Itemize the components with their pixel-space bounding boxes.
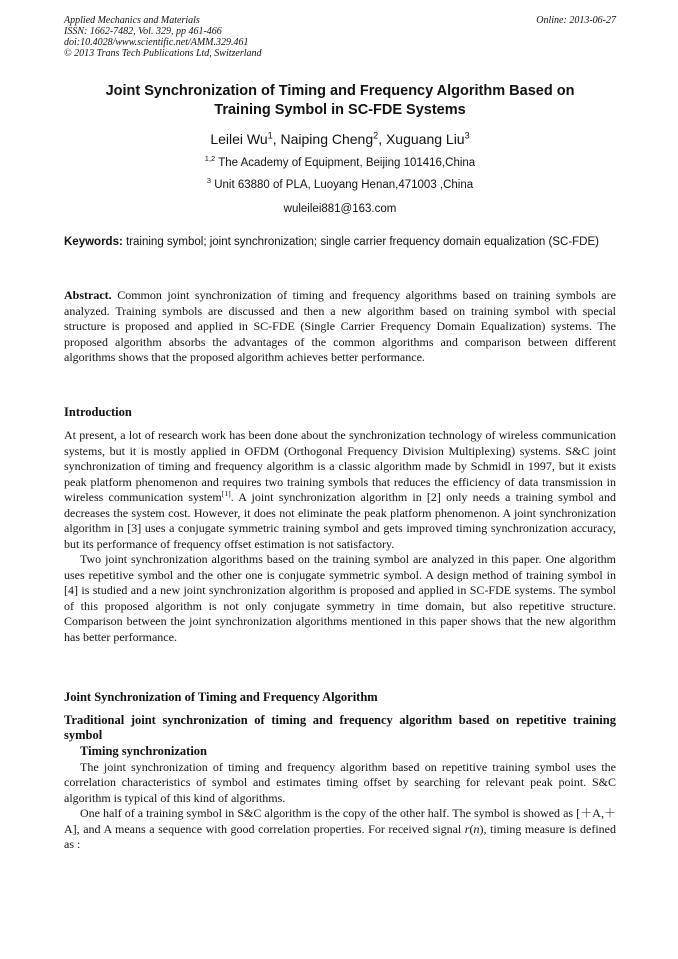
journal-name: Applied Mechanics and Materials [64,15,200,26]
doi-line[interactable]: doi:10.4028/www.scientific.net/AMM.329.461 [64,37,249,48]
var-r: r [464,821,470,836]
timing-paragraph-1: The joint synchronization of timing and frequency algorithm based on repetitive training symbol uses the correlation characteristics of symbol and estimates timing offset by searching for relevant peak point. S&C algorithm is typical of this kind of algorithms. [64,759,616,805]
title-line-1: Joint Synchronization of Timing and Frequency Algorithm Based on [105,83,575,99]
abstract [64,288,616,366]
affiliation-2 [64,178,616,192]
author-name: Xuguang Liu [385,131,465,147]
timing-p2-text-end: timing measure is defined as : [64,821,617,851]
var-n: n [473,821,480,836]
timing-p2-text: One half of a training symbol in S&C algorithm is the copy of the other half. The symbol is showed as [80,806,574,820]
intro-p1-text-cont: . A joint synchronization algorithm in [2] only needs a training symbol and decreases the system cost. However, it does not eliminate the peak platform phenomenon. A joint synchronization algorithm in [3] uses a conjugate symmetric training symbol and gets improved timing synchronization accuracy, but its performance of frequency offset estimation is not satisfactory. [64,490,616,551]
affiliation-text: The Academy of Equipment, Beijing 101416,China [218,157,476,169]
citation-ref[interactable]: [1] [221,489,231,498]
online-date: Online: 2013-06-27 [536,15,616,26]
abstract-text: Common joint synchronization of timing and frequency algorithms based on training symbols are analyzed. Training symbols are discussed and then a new algorithm based on training symbol with special structure is proposed and applied in SC-FDE (Single Carrier Frequency Domain Equalization) systems. The proposed algorithm absorbs the advantages of the common algorithms and comparison between different algorithms shows that the proposed algorithm achieves better performance. [64,288,616,364]
timing-paragraph-2: One half of a training symbol in S&C algorithm is the copy of the other half. The symbol is showed as [＋A,＋A], and A means a sequence with good correlation properties. For received signal r(n), timing measure is defined as : [64,806,617,851]
keywords [64,235,616,250]
timing-section [64,744,616,853]
intro-paragraph-2: Two joint synchronization algorithms based on the training symbol are analyzed in this paper. One algorithm uses repetitive symbol and the other one is conjugate symmetric symbol. A design method of training symbol in [4] is studied and a new joint synchronization algorithm is proposed and applied in SC-FDE systems. The symbol of this proposed algorithm is not only conjugate symmetry in time domain, but also repetitive structure. Comparison between the joint synchronization algorithms mentioned in this paper shows that the new algorithm has better performance. [64,552,616,644]
affiliation-sup: 3 [206,176,211,186]
paper-title [64,82,616,120]
affiliation-1 [64,156,616,170]
subsection-heading: Traditional joint synchronization of timing and frequency algorithm based on repetitive training symbol [64,713,616,742]
author-name: Leilei Wu [210,131,268,147]
author-name: Naiping Cheng [280,131,374,147]
keywords-text: training symbol; joint synchronization; single carrier frequency domain equalization (SC-FDE) [126,236,599,248]
affiliation-sup: 1,2 [204,154,216,164]
introduction-body [64,428,616,645]
timing-p2-text-cont: , and A means a sequence with good correlation properties. For received signal [76,821,462,836]
subsubsection-heading: Timing synchronization [80,744,207,758]
copyright-line: © 2013 Trans Tech Publications Ltd, Switzerland [64,48,262,59]
author-list: Leilei Wu$^1$, Naiping Cheng$^2$, Xuguang Liu$^3$ [210,130,470,147]
abstract-label: Abstract. [64,288,112,302]
introduction-heading: Introduction [64,405,132,419]
author-sup: 1 [267,130,273,141]
affiliation-text: Unit 63880 of PLA, Luoyang Henan,471003 ,China [214,179,474,191]
author-email[interactable]: wuleilei881@163.com [283,203,397,215]
keywords-label: Keywords: [64,236,123,248]
journal-header [64,15,616,59]
issn-line: ISSN: 1662-7482, Vol. 329, pp 461-466 [64,26,222,37]
author-sup: 3 [464,130,470,141]
author-sup: 2 [373,130,379,141]
symbol-structure: [＋A,＋A] [64,806,616,836]
section-heading: Joint Synchronization of Timing and Frequency Algorithm [64,690,378,704]
title-line-2: Training Symbol in SC-FDE Systems [214,102,466,118]
intro-paragraph-1 [64,428,616,552]
intro-p1-text: At present, a lot of research work has been done about the synchronization technology of wireless communication systems, but it is mostly applied in OFDM (Orthogonal Frequency Division Multiplexing) systems. S&C joint synchronization of timing and frequency algorithm is a classic algorithm made by Schmidl in 1997, but it exists peak platform phenomenon and requires two training symbols that reduces the efficiency of data transmission in wireless communication system [64,428,616,504]
